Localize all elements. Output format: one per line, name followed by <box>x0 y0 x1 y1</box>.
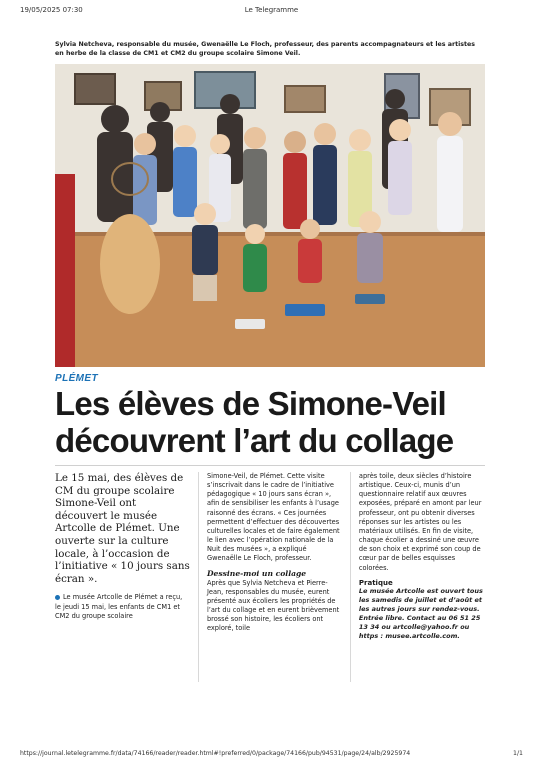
photo-caption: Sylvia Netcheva, responsable du musée, Gwenaëlle Le Floch, professeur, des parents accompagnateurs et les artistes en herbe de la classe de CM1 et CM2 du groupe scolaire Simone Veil. <box>55 41 476 57</box>
page-number: 1/1 <box>513 750 523 757</box>
lead-paragraph: Le 15 mai, des élèves de CM du groupe scolaire Simone-Veil ont découvert le musée Artcolle de Plémet. Une ouverte sur la culture locale, à l’occasion de l’initiative « 10 jours sans écran ». <box>55 472 190 585</box>
column-2 <box>199 472 351 682</box>
body-paragraph-2: Après que Sylvia Netcheva et Pierre-Jean, responsables du musée, eurent présenté aux écoliers les propriétés de l’art du collage et en eurent brièvement brossé son histoire, les écoliers ont exploré, toile <box>206 578 340 633</box>
print-url: https://journal.letelegramme.fr/data/74166/reader/reader.html#!preferred/0/package/74166/pub/94531/page/24/alb/2925974 <box>20 750 411 757</box>
article-columns <box>55 472 485 682</box>
print-source-title: Le Telegramme <box>244 6 299 14</box>
article-photo <box>55 64 485 367</box>
practical-info-title: Pratique <box>358 578 393 587</box>
headline <box>55 385 485 459</box>
column-1 <box>55 472 199 682</box>
section-label: PLÉMET <box>55 373 98 384</box>
print-header <box>20 6 523 18</box>
bullet-dot-icon <box>55 595 60 600</box>
headline-rule <box>55 465 485 466</box>
headline-line-2: découvrent l’art du collage <box>55 422 454 459</box>
body-paragraph-1: Simone-Veil, de Plémet. Cette visite s’inscrivait dans le cadre de l’initiative pédagogique « 10 jours sans écran », afin de sensibiliser les enfants à l’usage raisonné des écrans. « Ces journées permettent d’effectuer des découvertes culturelles locales et de faire également le lien avec l’opération nationale de la Nuit des musées », a expliqué Gwenaëlle Le Floch, professeur. <box>206 472 340 563</box>
article <box>55 40 485 682</box>
subheading: Dessine-moi un collage <box>206 568 307 578</box>
bullet-text: Le musée Artcolle de Plémet a reçu, le jeudi 15 mai, les enfants de CM1 et CM2 du groupe scolaire <box>55 593 183 620</box>
headline-line-1: Les élèves de Simone-Veil <box>55 385 446 422</box>
column-3 <box>351 472 485 682</box>
print-datetime: 19/05/2025 07:30 <box>20 6 83 14</box>
practical-info-text: Le musée Artcolle est ouvert tous les samedis de juillet et d’août et les autres jours sur rendez-vous. Entrée libre. Contact au 06 51 25 13 34 ou artcolle@yahoo.fr ou https : musee.artcolle.com. <box>358 586 483 640</box>
print-footer <box>20 750 523 760</box>
group-photo-illustration <box>55 64 485 367</box>
body-paragraph-3: après toile, deux siècles d’histoire artistique. Ceux-ci, munis d’un questionnaire relatif aux œuvres exposées, préparé en amont par leur professeur, ont pu obtenir diverses réponses sur les artistes ou les matériaux utilisés. En fin de visite, chaque écolier a dessiné une œuvre de son choix et exprimé son coup de cœur par de belles esquisses colorées. <box>358 472 482 572</box>
bullet-paragraph <box>55 593 190 620</box>
